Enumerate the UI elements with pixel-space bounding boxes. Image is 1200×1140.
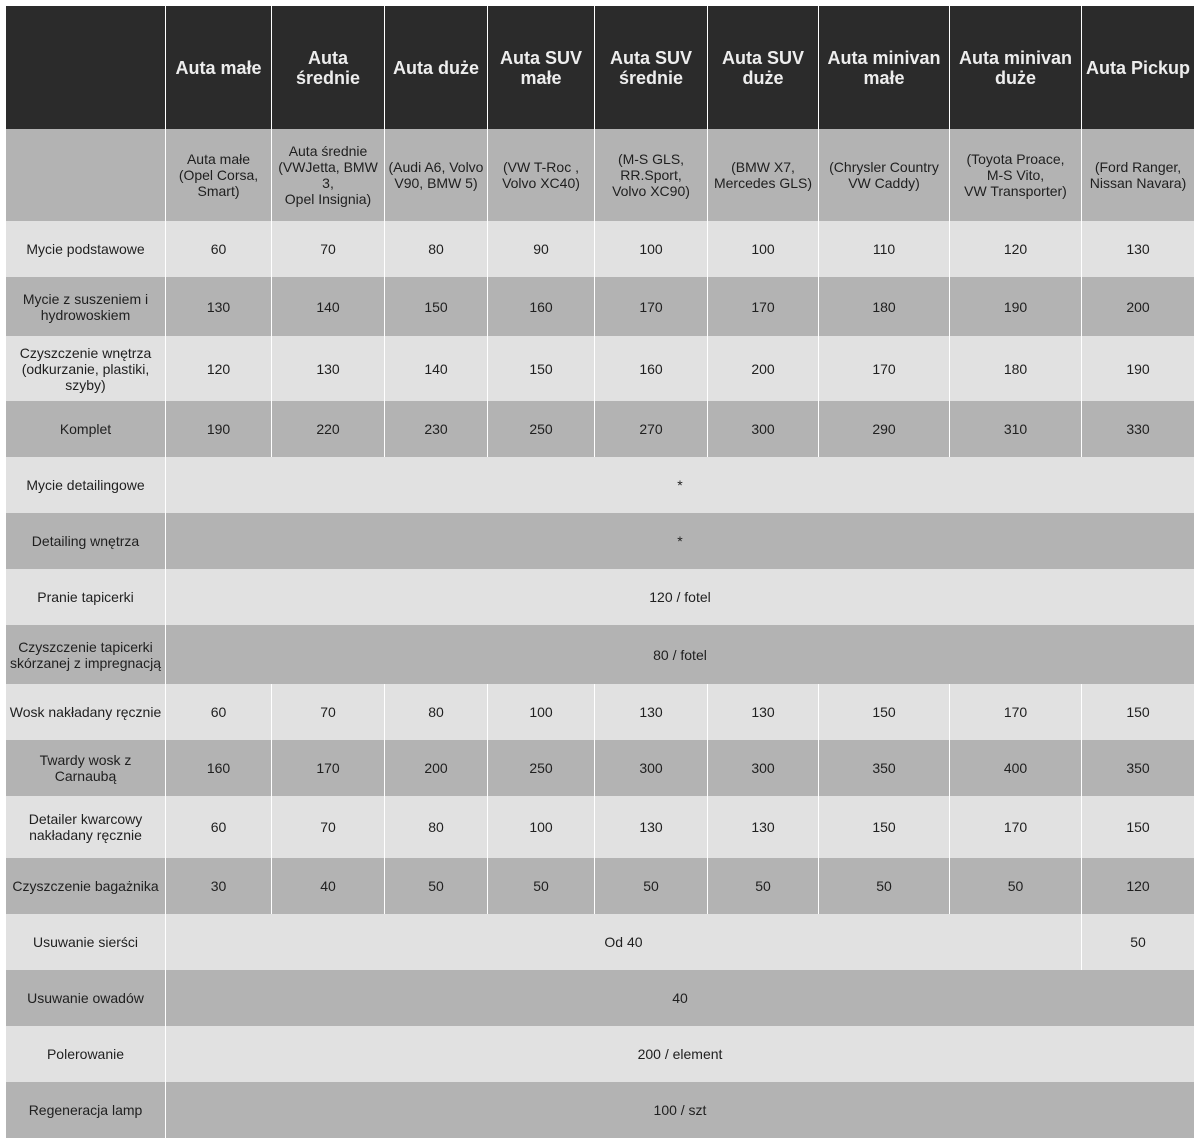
price-cell: 170 [595, 277, 708, 336]
service-row [6, 336, 1194, 401]
price-cell: 50 [819, 858, 950, 914]
category-header: Auta SUV duże [708, 6, 819, 129]
price-cell: 130 [166, 277, 272, 336]
price-cell: 200 [1082, 277, 1194, 336]
header-row [6, 6, 1194, 129]
service-name: Wosk nakładany ręcznie [6, 684, 166, 740]
price-cell: 100 [488, 796, 595, 858]
price-cell: 180 [819, 277, 950, 336]
service-name: Mycie detailingowe [6, 457, 166, 513]
price-cell: 350 [819, 740, 950, 796]
service-row [6, 1026, 1194, 1082]
price-cell: 230 [385, 401, 488, 457]
example-models-cell: (BMW X7, Mercedes GLS) [708, 129, 819, 221]
service-row [6, 221, 1194, 277]
price-cell: 300 [595, 740, 708, 796]
price-cell: 200 [385, 740, 488, 796]
price-cell: 50 [950, 858, 1082, 914]
price-cell: 140 [272, 277, 385, 336]
example-models-cell: (M-S GLS, RR.Sport, Volvo XC90) [595, 129, 708, 221]
category-header: Auta Pickup [1082, 6, 1194, 129]
service-row [6, 401, 1194, 457]
example-models-cell: (VW T-Roc , Volvo XC40) [488, 129, 595, 221]
service-name: Czyszczenie wnętrza (odkurzanie, plastiki, szyby) [6, 336, 166, 401]
example-models-cell: (Chrysler Country VW Caddy) [819, 129, 950, 221]
service-row [6, 684, 1194, 740]
price-cell: 60 [166, 684, 272, 740]
merged-price-cell: 100 / szt [166, 1082, 1194, 1138]
price-cell: 160 [166, 740, 272, 796]
service-name: Czyszczenie tapicerki skórzanej z impregnacją [6, 625, 166, 684]
service-row [6, 740, 1194, 796]
example-models-cell: Auta małe (Opel Corsa, Smart) [166, 129, 272, 221]
example-models-cell: (Audi A6, Volvo V90, BMW 5) [385, 129, 488, 221]
price-cell: 50 [1082, 914, 1194, 970]
price-cell: 170 [708, 277, 819, 336]
price-cell: 130 [595, 684, 708, 740]
price-cell: 170 [272, 740, 385, 796]
price-cell: 130 [272, 336, 385, 401]
service-name: Czyszczenie bagażnika [6, 858, 166, 914]
header-corner-cell [6, 6, 166, 129]
service-name: Polerowanie [6, 1026, 166, 1082]
service-row [6, 569, 1194, 625]
merged-price-cell: 200 / element [166, 1026, 1194, 1082]
service-row [6, 513, 1194, 569]
price-cell: 250 [488, 401, 595, 457]
merged-price-cell: * [166, 457, 1194, 513]
price-cell: 150 [1082, 684, 1194, 740]
service-row [6, 858, 1194, 914]
service-name: Regeneracja lamp [6, 1082, 166, 1138]
service-name: Twardy wosk z Carnaubą [6, 740, 166, 796]
price-table [6, 6, 1194, 1138]
price-cell: 130 [708, 684, 819, 740]
price-cell: 80 [385, 796, 488, 858]
price-cell: 190 [1082, 336, 1194, 401]
price-cell: 270 [595, 401, 708, 457]
price-table-container [6, 6, 1194, 1138]
price-cell: 70 [272, 684, 385, 740]
price-cell: 150 [488, 336, 595, 401]
price-cell: 300 [708, 740, 819, 796]
category-header: Auta duże [385, 6, 488, 129]
service-row [6, 277, 1194, 336]
price-cell: 160 [595, 336, 708, 401]
example-models-cell: Auta średnie (VWJetta, BMW 3, Opel Insignia) [272, 129, 385, 221]
price-cell: 180 [950, 336, 1082, 401]
price-cell: 100 [488, 684, 595, 740]
service-row [6, 970, 1194, 1026]
price-cell: 150 [1082, 796, 1194, 858]
service-name: Usuwanie sierści [6, 914, 166, 970]
price-cell: 50 [595, 858, 708, 914]
price-cell: 110 [819, 221, 950, 277]
service-name: Pranie tapicerki [6, 569, 166, 625]
merged-price-cell: Od 40 [166, 914, 1082, 970]
service-row [6, 796, 1194, 858]
price-cell: 150 [819, 684, 950, 740]
price-cell: 80 [385, 684, 488, 740]
category-header: Auta SUV małe [488, 6, 595, 129]
service-name: Detailer kwarcowy nakładany ręcznie [6, 796, 166, 858]
price-cell: 300 [708, 401, 819, 457]
service-name: Mycie z suszeniem i hydrowoskiem [6, 277, 166, 336]
price-cell: 220 [272, 401, 385, 457]
price-cell: 330 [1082, 401, 1194, 457]
price-cell: 170 [950, 796, 1082, 858]
price-cell: 130 [595, 796, 708, 858]
price-cell: 120 [166, 336, 272, 401]
price-cell: 170 [950, 684, 1082, 740]
price-cell: 120 [950, 221, 1082, 277]
price-cell: 250 [488, 740, 595, 796]
price-cell: 90 [488, 221, 595, 277]
price-cell: 60 [166, 221, 272, 277]
price-cell: 30 [166, 858, 272, 914]
price-cell: 80 [385, 221, 488, 277]
merged-price-cell: 80 / fotel [166, 625, 1194, 684]
price-cell: 50 [708, 858, 819, 914]
price-cell: 50 [385, 858, 488, 914]
price-cell: 100 [708, 221, 819, 277]
price-cell: 290 [819, 401, 950, 457]
price-cell: 130 [708, 796, 819, 858]
examples-corner-cell [6, 129, 166, 221]
price-cell: 150 [819, 796, 950, 858]
service-row [6, 625, 1194, 684]
price-cell: 400 [950, 740, 1082, 796]
service-row [6, 457, 1194, 513]
service-row [6, 1082, 1194, 1138]
service-name: Komplet [6, 401, 166, 457]
price-cell: 190 [950, 277, 1082, 336]
merged-price-cell: * [166, 513, 1194, 569]
price-cell: 190 [166, 401, 272, 457]
service-row [6, 914, 1194, 970]
price-cell: 120 [1082, 858, 1194, 914]
price-cell: 130 [1082, 221, 1194, 277]
price-cell: 70 [272, 221, 385, 277]
category-header: Auta SUV średnie [595, 6, 708, 129]
price-cell: 100 [595, 221, 708, 277]
example-models-cell: (Ford Ranger, Nissan Navara) [1082, 129, 1194, 221]
merged-price-cell: 40 [166, 970, 1194, 1026]
example-models-cell: (Toyota Proace, M-S Vito, VW Transporter) [950, 129, 1082, 221]
price-cell: 150 [385, 277, 488, 336]
price-cell: 70 [272, 796, 385, 858]
category-header: Auta minivan małe [819, 6, 950, 129]
price-cell: 310 [950, 401, 1082, 457]
merged-price-cell: 120 / fotel [166, 569, 1194, 625]
category-header: Auta małe [166, 6, 272, 129]
price-cell: 40 [272, 858, 385, 914]
price-cell: 60 [166, 796, 272, 858]
category-header: Auta minivan duże [950, 6, 1082, 129]
price-cell: 350 [1082, 740, 1194, 796]
price-cell: 160 [488, 277, 595, 336]
price-cell: 200 [708, 336, 819, 401]
price-cell: 50 [488, 858, 595, 914]
service-name: Detailing wnętrza [6, 513, 166, 569]
price-cell: 140 [385, 336, 488, 401]
price-cell: 170 [819, 336, 950, 401]
service-name: Usuwanie owadów [6, 970, 166, 1026]
service-name: Mycie podstawowe [6, 221, 166, 277]
category-header: Auta średnie [272, 6, 385, 129]
examples-row [6, 129, 1194, 221]
